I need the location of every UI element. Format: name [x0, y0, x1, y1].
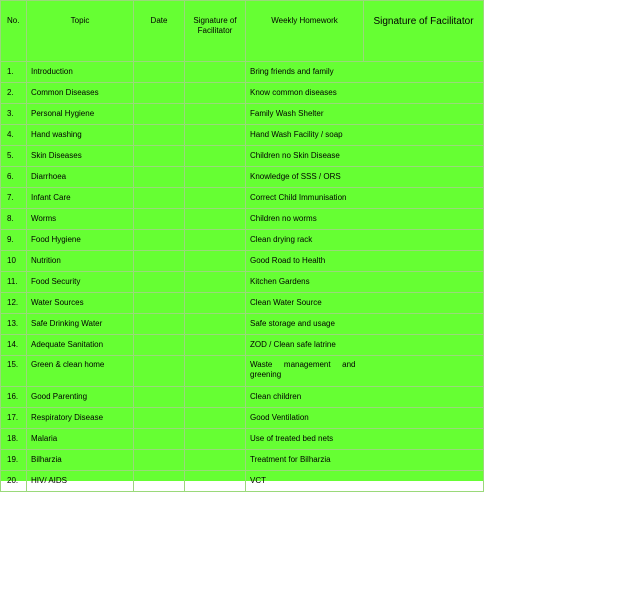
row-homework: Knowledge of SSS / ORS — [246, 167, 364, 188]
row-number: 2. — [1, 83, 27, 104]
row-date — [134, 209, 185, 230]
row-topic: Green & clean home — [27, 356, 134, 387]
row-number: 7. — [1, 188, 27, 209]
header-row — [1, 1, 484, 62]
row-number: 8. — [1, 209, 27, 230]
row-homework: Clean children — [246, 387, 364, 408]
row-number: 10 — [1, 251, 27, 272]
row-signature-2 — [364, 408, 484, 429]
row-number: 9. — [1, 230, 27, 251]
row-topic: Water Sources — [27, 293, 134, 314]
row-homework: Bring friends and family — [246, 62, 364, 83]
row-topic: Malaria — [27, 429, 134, 450]
row-topic: Hand washing — [27, 125, 134, 146]
row-signature — [185, 104, 246, 125]
row-signature — [185, 125, 246, 146]
row-signature — [185, 387, 246, 408]
row-number: 14. — [1, 335, 27, 356]
row-date — [134, 387, 185, 408]
row-topic: Adequate Sanitation — [27, 335, 134, 356]
row-number: 11. — [1, 272, 27, 293]
row-signature-2 — [364, 83, 484, 104]
table-row — [1, 104, 484, 125]
row-signature — [185, 146, 246, 167]
row-homework: Hand Wash Facility / soap — [246, 125, 364, 146]
row-signature-2 — [364, 230, 484, 251]
row-signature-2 — [364, 335, 484, 356]
row-homework: VCT — [246, 471, 364, 492]
table-row — [1, 230, 484, 251]
row-signature — [185, 471, 246, 492]
row-topic: Bilharzia — [27, 450, 134, 471]
row-homework: Children no Skin Disease — [246, 146, 364, 167]
table-row — [1, 314, 484, 335]
row-signature-2 — [364, 125, 484, 146]
row-date — [134, 230, 185, 251]
row-topic: Respiratory Disease — [27, 408, 134, 429]
row-topic: Good Parenting — [27, 387, 134, 408]
row-signature — [185, 272, 246, 293]
row-number: 13. — [1, 314, 27, 335]
table-row — [1, 83, 484, 104]
table-row — [1, 125, 484, 146]
row-signature-2 — [364, 167, 484, 188]
row-number: 20. — [1, 471, 27, 492]
header-date: Date — [134, 1, 185, 62]
row-number: 1. — [1, 62, 27, 83]
row-signature — [185, 62, 246, 83]
row-number: 18. — [1, 429, 27, 450]
table-row — [1, 62, 484, 83]
row-signature — [185, 408, 246, 429]
header-no: No. — [1, 1, 27, 62]
row-homework: Family Wash Shelter — [246, 104, 364, 125]
table-row — [1, 471, 484, 492]
row-date — [134, 408, 185, 429]
table-row — [1, 167, 484, 188]
table-row — [1, 356, 484, 387]
row-topic: Diarrhoea — [27, 167, 134, 188]
table-row — [1, 209, 484, 230]
row-homework: Know common diseases — [246, 83, 364, 104]
header-homework: Weekly Homework — [246, 1, 364, 62]
row-signature — [185, 209, 246, 230]
row-date — [134, 335, 185, 356]
row-topic: Food Hygiene — [27, 230, 134, 251]
row-signature-2 — [364, 146, 484, 167]
table-row — [1, 408, 484, 429]
row-signature-2 — [364, 272, 484, 293]
row-date — [134, 356, 185, 387]
row-signature — [185, 83, 246, 104]
row-signature — [185, 450, 246, 471]
row-homework: Treatment for Bilharzia — [246, 450, 364, 471]
row-number: 12. — [1, 293, 27, 314]
row-date — [134, 293, 185, 314]
row-signature — [185, 356, 246, 387]
row-topic: HIV/ AIDS — [27, 471, 134, 492]
row-homework: Children no worms — [246, 209, 364, 230]
row-date — [134, 450, 185, 471]
table-row — [1, 146, 484, 167]
row-number: 19. — [1, 450, 27, 471]
row-signature — [185, 230, 246, 251]
row-date — [134, 251, 185, 272]
row-homework: Clean Water Source — [246, 293, 364, 314]
row-signature-2 — [364, 188, 484, 209]
row-signature — [185, 314, 246, 335]
row-signature-2 — [364, 104, 484, 125]
row-topic: Food Security — [27, 272, 134, 293]
table-row — [1, 387, 484, 408]
table-row — [1, 335, 484, 356]
row-signature-2 — [364, 450, 484, 471]
row-signature — [185, 429, 246, 450]
row-signature — [185, 251, 246, 272]
row-homework: Good Road to Health — [246, 251, 364, 272]
row-number: 15. — [1, 356, 27, 387]
table-row — [1, 272, 484, 293]
row-date — [134, 272, 185, 293]
row-topic: Introduction — [27, 62, 134, 83]
header-signature: Signature of Facilitator — [185, 1, 246, 62]
row-homework: Waste management and greening — [246, 356, 364, 387]
row-number: 16. — [1, 387, 27, 408]
row-homework: Safe storage and usage — [246, 314, 364, 335]
row-date — [134, 146, 185, 167]
row-signature-2 — [364, 209, 484, 230]
row-signature-2 — [364, 62, 484, 83]
row-signature — [185, 293, 246, 314]
row-topic: Common Diseases — [27, 83, 134, 104]
table-row — [1, 450, 484, 471]
row-signature-2 — [364, 471, 484, 492]
row-number: 17. — [1, 408, 27, 429]
row-topic: Nutrition — [27, 251, 134, 272]
row-date — [134, 167, 185, 188]
row-topic: Infant Care — [27, 188, 134, 209]
row-date — [134, 188, 185, 209]
row-homework: Clean drying rack — [246, 230, 364, 251]
table-row — [1, 429, 484, 450]
row-signature-2 — [364, 429, 484, 450]
row-signature-2 — [364, 251, 484, 272]
row-date — [134, 104, 185, 125]
row-date — [134, 429, 185, 450]
row-number: 3. — [1, 104, 27, 125]
row-homework: ZOD / Clean safe latrine — [246, 335, 364, 356]
row-topic: Skin Diseases — [27, 146, 134, 167]
row-signature-2 — [364, 387, 484, 408]
row-date — [134, 314, 185, 335]
row-homework: Kitchen Gardens — [246, 272, 364, 293]
row-signature — [185, 188, 246, 209]
row-signature-2 — [364, 356, 484, 387]
row-number: 6. — [1, 167, 27, 188]
row-number: 5. — [1, 146, 27, 167]
header-signature-2: Signature of Facilitator — [364, 1, 484, 62]
row-signature — [185, 167, 246, 188]
row-signature-2 — [364, 293, 484, 314]
row-date — [134, 471, 185, 492]
row-homework: Use of treated bed nets — [246, 429, 364, 450]
row-number: 4. — [1, 125, 27, 146]
row-date — [134, 83, 185, 104]
row-homework: Correct Child Immunisation — [246, 188, 364, 209]
row-homework: Good Ventilation — [246, 408, 364, 429]
row-topic: Worms — [27, 209, 134, 230]
row-topic: Safe Drinking Water — [27, 314, 134, 335]
table-row — [1, 188, 484, 209]
row-date — [134, 62, 185, 83]
table-row — [1, 293, 484, 314]
row-signature-2 — [364, 314, 484, 335]
row-date — [134, 125, 185, 146]
header-topic: Topic — [27, 1, 134, 62]
row-topic: Personal Hygiene — [27, 104, 134, 125]
table-row — [1, 251, 484, 272]
row-signature — [185, 335, 246, 356]
